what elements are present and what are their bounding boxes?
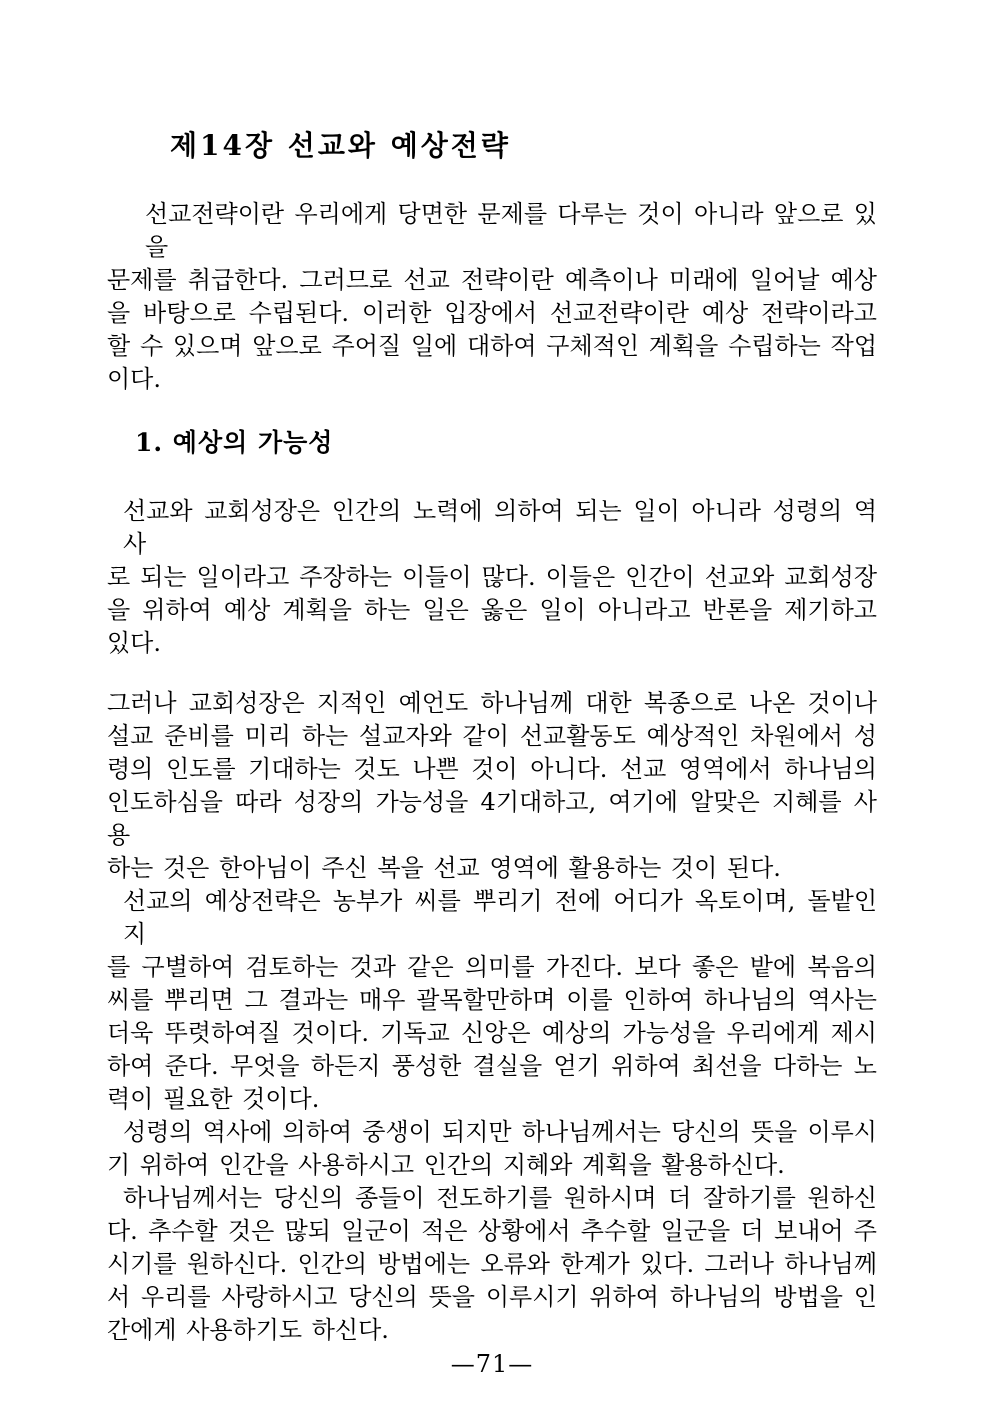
- text-line: 선교와 교회성장은 인간의 노력에 의하여 되는 일이 아니라 성령의 역사: [123, 497, 877, 558]
- text-line: 기 위하여 인간을 사용하시고 인간의 지혜와 계획을 활용하신다.: [107, 1151, 785, 1179]
- text-line: 하나님께서는 당신의 종들이 전도하기를 원하시며 더 잘하기를 원하신: [123, 1184, 877, 1212]
- text-line: 력이 필요한 것이다.: [107, 1085, 320, 1113]
- text-line: 이다.: [107, 365, 161, 393]
- text-line: 인도하심을 따라 성장의 가능성을 4기대하고, 여기에 알맞은 지혜를 사용: [107, 788, 877, 849]
- text-line: 서 우리를 사랑하시고 당신의 뜻을 이루시기 위하여 하나님의 방법을 인: [107, 1283, 877, 1311]
- text-line: 령의 인도를 기대하는 것도 나쁜 것이 아니다. 선교 영역에서 하나님의: [107, 755, 877, 783]
- text-line: 성령의 역사에 의하여 중생이 되지만 하나님께서는 당신의 뜻을 이루시: [123, 1118, 877, 1146]
- text-line: 을 위하여 예상 계획을 하는 일은 옳은 일이 아니라고 반론을 제기하고: [107, 596, 877, 624]
- blank-line: [107, 660, 877, 687]
- text-line: 다. 추수할 것은 많되 일군이 적은 상황에서 추수할 일군을 더 보내어 주: [107, 1217, 877, 1245]
- text-line: 시기를 원하신다. 인간의 방법에는 오류와 한계가 있다. 그러나 하나님께: [107, 1250, 877, 1278]
- text-line: 로 되는 일이라고 주장하는 이들이 많다. 이들은 인간이 선교와 교회성장: [107, 563, 877, 591]
- chapter-title: 제14장 선교와 예상전략: [170, 129, 511, 162]
- section-heading: 1. 예상의 가능성: [135, 428, 334, 457]
- text-line: 을 바탕으로 수립된다. 이러한 입장에서 선교전략이란 예상 전략이라고: [107, 299, 877, 327]
- text-line: 더욱 뚜렷하여질 것이다. 기독교 신앙은 예상의 가능성을 우리에게 제시: [107, 1019, 877, 1047]
- text-line: 간에게 사용하기도 하신다.: [107, 1316, 389, 1344]
- text-line: 씨를 뿌리면 그 결과는 매우 괄목할만하며 이를 인하여 하나님의 역사는: [107, 986, 877, 1014]
- text-line: 하여 준다. 무엇을 하든지 풍성한 결실을 얻기 위하여 최선을 다하는 노: [107, 1052, 877, 1080]
- text-line: 문제를 취급한다. 그러므로 선교 전략이란 예측이나 미래에 일어날 예상: [107, 266, 877, 294]
- text-line: 있다.: [107, 629, 161, 657]
- paragraph: [107, 687, 877, 1347]
- text-line: 설교 준비를 미리 하는 설교자와 같이 선교활동도 예상적인 차원에서 성: [107, 722, 877, 750]
- text-line: 선교전략이란 우리에게 당면한 문제를 다루는 것이 아니라 앞으로 있을: [145, 200, 877, 261]
- page-number: —71—: [450, 1350, 534, 1378]
- paragraph: [107, 495, 877, 660]
- text-line: 그러나 교회성장은 지적인 예언도 하나님께 대한 복종으로 나온 것이나: [107, 689, 877, 717]
- paragraph: [107, 198, 877, 396]
- document-body: [107, 198, 877, 1347]
- text-line: 선교의 예상전략은 농부가 씨를 뿌리기 전에 어디가 옥토이며, 돌밭인지: [123, 887, 877, 948]
- text-line: 하는 것은 한아님이 주신 복을 선교 영역에 활용하는 것이 된다.: [107, 854, 781, 882]
- text-line: 할 수 있으며 앞으로 주어질 일에 대하여 구체적인 계획을 수립하는 작업: [107, 332, 877, 360]
- text-line: 를 구별하여 검토하는 것과 같은 의미를 가진다. 보다 좋은 밭에 복음의: [107, 953, 877, 981]
